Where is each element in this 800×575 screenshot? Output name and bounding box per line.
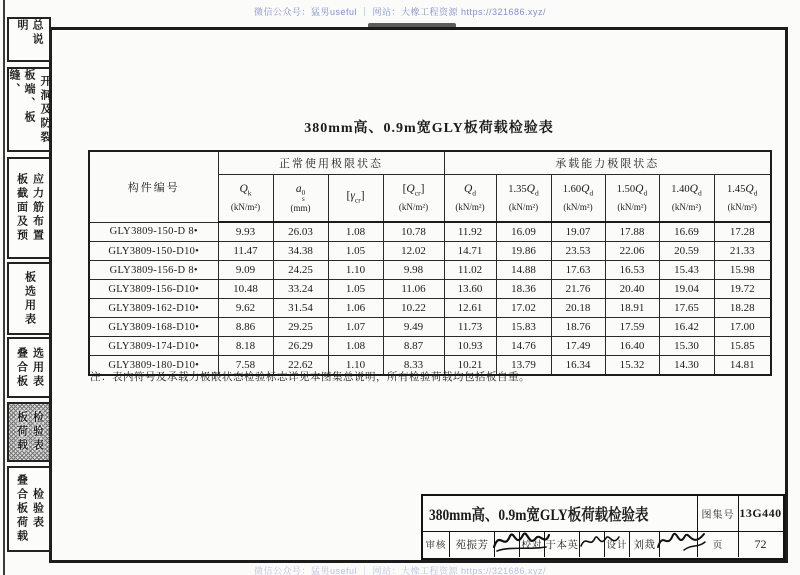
column-header-7: $1.60Q_d$ (kN/m²) — [551, 175, 605, 223]
column-header-1: $Q_k$ (kN/m²) — [218, 175, 273, 223]
value-cell: 11.47 — [218, 242, 273, 261]
sidebar-tab-label: 板荷载 — [15, 411, 28, 453]
value-cell: 20.18 — [551, 299, 605, 318]
value-cell: 9.62 — [218, 299, 273, 318]
value-cell: 8.86 — [218, 318, 273, 337]
value-cell: 29.25 — [273, 318, 328, 337]
sidebar-tab-label: 叠合板 — [15, 346, 28, 389]
page-label: 页 — [697, 532, 738, 557]
value-cell: 11.02 — [444, 261, 496, 280]
sidebar-tab-slab-selection-table — [7, 262, 51, 335]
value-cell: 13.79 — [496, 356, 551, 376]
member-id: GLY3809-156-D 8• — [89, 261, 218, 280]
load-inspection-table — [88, 150, 772, 376]
sidebar-tab-ends-joints-openings — [7, 67, 51, 152]
value-cell: 1.07 — [328, 318, 383, 337]
review-signature-cell — [494, 532, 519, 557]
value-cell: 1.05 — [328, 280, 383, 299]
ultimate-group-header: 承载能力极限状态 — [444, 151, 771, 175]
sidebar-tab-label: 开洞及防裂 — [39, 74, 51, 145]
title-block-title: 380mm高、0.9m宽GLY板荷载检验表 — [429, 507, 649, 524]
value-cell: 1.06 — [328, 299, 383, 318]
value-cell: 10.48 — [218, 280, 273, 299]
value-cell: 10.22 — [383, 299, 444, 318]
value-cell: 8.18 — [218, 337, 273, 356]
title-block-row-2 — [423, 532, 783, 557]
value-cell: 14.76 — [496, 337, 551, 356]
value-cell: 33.24 — [273, 280, 328, 299]
value-cell: 14.81 — [714, 356, 771, 376]
value-cell: 16.53 — [605, 261, 659, 280]
title-block-row-1 — [423, 496, 783, 532]
table-row — [89, 242, 771, 261]
value-cell: 17.63 — [551, 261, 605, 280]
check-name: 于本英 — [544, 532, 579, 557]
column-header-10: $1.45Q_d$ (kN/m²) — [714, 175, 771, 223]
table-row — [89, 222, 771, 242]
member-id: GLY3809-150-D10• — [89, 242, 218, 261]
sidebar-tab-composite-slab-load-inspection — [7, 466, 51, 552]
value-cell: 16.09 — [496, 222, 551, 242]
value-cell: 11.06 — [383, 280, 444, 299]
table-note: 注：表内符号及承载力极限状态检验标志详见本图集总说明，所有检验荷载均包括板自重。 — [90, 372, 530, 383]
review-name: 苑振芳 — [449, 532, 494, 557]
member-id: GLY3809-168-D10• — [89, 318, 218, 337]
value-cell: 9.49 — [383, 318, 444, 337]
value-cell: 14.30 — [659, 356, 714, 376]
member-id: GLY3809-150-D 8• — [89, 222, 218, 242]
value-cell: 20.59 — [659, 242, 714, 261]
column-header-9: $1.40Q_d$ (kN/m²) — [659, 175, 714, 223]
column-header-4: $[Q_{cr}]$ (kN/m²) — [383, 175, 444, 223]
design-signature-cell — [659, 532, 697, 557]
value-cell: 20.40 — [605, 280, 659, 299]
value-cell: 10.93 — [444, 337, 496, 356]
value-cell: 19.86 — [496, 242, 551, 261]
check-signature-cell — [579, 532, 604, 557]
value-cell: 22.62 — [273, 356, 328, 376]
value-cell: 17.49 — [551, 337, 605, 356]
design-label: 设计 — [604, 532, 629, 557]
member-id: GLY3809-156-D10• — [89, 280, 218, 299]
value-cell: 17.00 — [714, 318, 771, 337]
value-cell: 15.43 — [659, 261, 714, 280]
value-cell: 26.03 — [273, 222, 328, 242]
member-column-header: 构件编号 — [89, 151, 218, 222]
value-cell: 1.08 — [328, 222, 383, 242]
member-id: GLY3809-174-D10• — [89, 337, 218, 356]
atlas-number-label: 图集号 — [697, 496, 738, 531]
value-cell: 9.98 — [383, 261, 444, 280]
sidebar-tab-label: 板选用表 — [23, 270, 36, 327]
column-header-5: $Q_d$ (kN/m²) — [444, 175, 496, 223]
value-cell: 8.87 — [383, 337, 444, 356]
value-cell: 21.33 — [714, 242, 771, 261]
value-cell: 18.36 — [496, 280, 551, 299]
value-cell: 15.85 — [714, 337, 771, 356]
value-cell: 16.34 — [551, 356, 605, 376]
scan-artifact — [368, 23, 456, 30]
member-id: GLY3809-162-D10• — [89, 299, 218, 318]
value-cell: 8.33 — [383, 356, 444, 376]
value-cell: 15.32 — [605, 356, 659, 376]
table-body — [89, 222, 771, 375]
value-cell: 7.58 — [218, 356, 273, 376]
value-cell: 1.05 — [328, 242, 383, 261]
value-cell: 1.10 — [328, 261, 383, 280]
column-header-8: $1.50Q_d$ (kN/m²) — [605, 175, 659, 223]
value-cell: 13.60 — [444, 280, 496, 299]
value-cell: 1.08 — [328, 337, 383, 356]
value-cell: 22.06 — [605, 242, 659, 261]
design-name: 刘烖 — [629, 532, 659, 557]
value-cell: 15.30 — [659, 337, 714, 356]
sidebar-tab-label: 板截面及预 — [15, 173, 28, 243]
value-cell: 23.53 — [551, 242, 605, 261]
value-cell: 11.73 — [444, 318, 496, 337]
value-cell: 14.88 — [496, 261, 551, 280]
value-cell: 15.98 — [714, 261, 771, 280]
value-cell: 19.07 — [551, 222, 605, 242]
watermark-bottom: 微信公众号：猛男useful ｜ 网站：大橡工程资源 https://321686.xyz/ — [253, 566, 547, 575]
title-block — [421, 494, 785, 560]
value-cell: 26.29 — [273, 337, 328, 356]
value-cell: 18.76 — [551, 318, 605, 337]
value-cell: 17.65 — [659, 299, 714, 318]
review-label: 审核 — [425, 541, 447, 552]
value-cell: 9.93 — [218, 222, 273, 242]
value-cell: 9.09 — [218, 261, 273, 280]
sidebar-tab-label: 板端、板缝、 — [8, 69, 35, 125]
value-cell: 18.28 — [714, 299, 771, 318]
value-cell: 17.02 — [496, 299, 551, 318]
watermark-top: 微信公众号：猛男useful ｜ 网站：大橡工程资源 https://321686.xyz/ — [253, 7, 547, 17]
value-cell: 31.54 — [273, 299, 328, 318]
sidebar-tab-label: 应力筋布置 — [31, 173, 44, 243]
value-cell: 34.38 — [273, 242, 328, 261]
sidebar-tab-general-notes — [7, 17, 51, 62]
sidebar-tab-label: 检验表 — [31, 488, 44, 530]
value-cell: 19.04 — [659, 280, 714, 299]
page-number: 72 — [738, 532, 782, 557]
sidebar-tab-label: 叠合板荷载 — [15, 474, 28, 544]
table-row — [89, 299, 771, 318]
column-header-3: $[\gamma_{cr}]$ — [328, 175, 383, 223]
serviceability-group-header: 正常使用极限状态 — [218, 151, 444, 175]
column-header-6: $1.35Q_d$ (kN/m²) — [496, 175, 551, 223]
table-row — [89, 261, 771, 280]
value-cell: 16.40 — [605, 337, 659, 356]
page-edge-line — [3, 0, 5, 575]
value-cell: 21.76 — [551, 280, 605, 299]
column-header-2: a 0 s (mm) — [273, 175, 328, 223]
check-label: 校对 — [519, 532, 544, 557]
member-id: GLY3809-180-D10• — [89, 356, 218, 376]
sidebar-tab-section-and-tendons — [7, 157, 51, 259]
value-cell: 17.88 — [605, 222, 659, 242]
value-cell: 16.69 — [659, 222, 714, 242]
value-cell: 10.78 — [383, 222, 444, 242]
sidebar-tab-composite-slab-selection — [7, 337, 51, 398]
sidebar-tab-label: 选用表 — [31, 346, 44, 389]
table-row — [89, 337, 771, 356]
value-cell: 1.10 — [328, 356, 383, 376]
sidebar-tab-label: 检验表 — [31, 411, 44, 453]
table-row — [89, 280, 771, 299]
value-cell: 16.42 — [659, 318, 714, 337]
value-cell: 14.71 — [444, 242, 496, 261]
atlas-number-value: 13G440 — [738, 496, 782, 531]
value-cell: 18.91 — [605, 299, 659, 318]
table-row — [89, 318, 771, 337]
value-cell: 12.02 — [383, 242, 444, 261]
sidebar-tab-slab-load-inspection-active — [7, 402, 51, 462]
value-cell: 24.25 — [273, 261, 328, 280]
value-cell: 19.72 — [714, 280, 771, 299]
value-cell: 12.61 — [444, 299, 496, 318]
table-title: 380mm高、0.9m宽GLY板荷载检验表 — [304, 121, 554, 136]
sidebar-tab-label: 总说明 — [16, 19, 43, 47]
value-cell: 10.21 — [444, 356, 496, 376]
value-cell: 11.92 — [444, 222, 496, 242]
value-cell: 17.59 — [605, 318, 659, 337]
value-cell: 17.28 — [714, 222, 771, 242]
value-cell: 15.83 — [496, 318, 551, 337]
